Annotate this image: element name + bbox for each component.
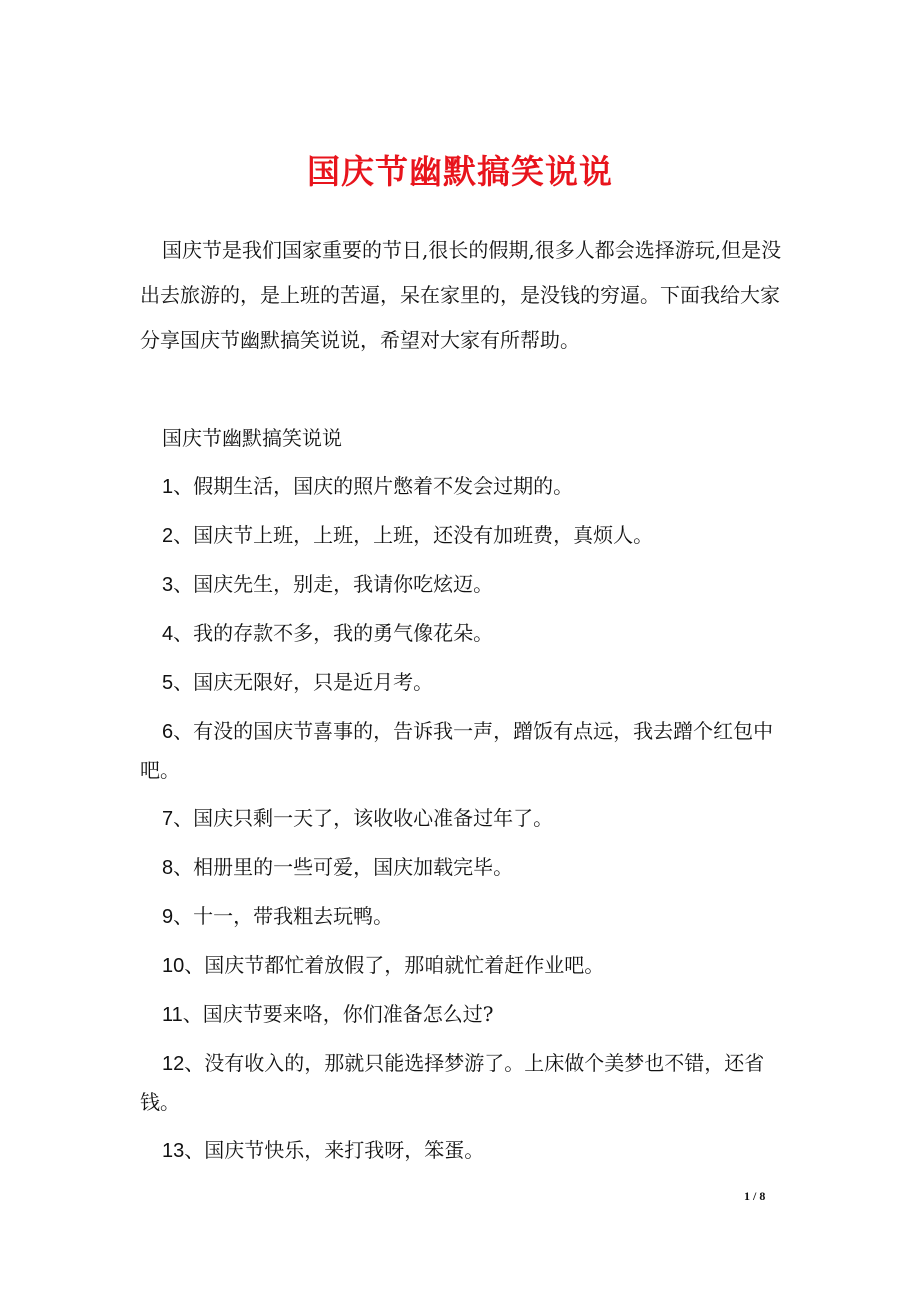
item-text: 、国庆无限好，只是近月考。	[173, 670, 434, 694]
item-number: 2	[162, 525, 174, 547]
list-item	[140, 946, 785, 985]
list-item	[140, 565, 785, 604]
list-item	[140, 848, 785, 887]
page-title: 国庆节幽默搞笑说说	[307, 152, 613, 191]
item-text: 、相册里的一些可爱，国庆加载完毕。	[173, 855, 514, 879]
item-number: 11	[162, 1004, 183, 1026]
item-text: 、国庆先生，别走，我请你吃炫迈。	[173, 572, 494, 596]
item-number: 7	[162, 808, 174, 830]
item-text: 、十一，带我粗去玩鸭。	[173, 904, 394, 928]
item-number: 8	[162, 857, 174, 879]
item-text: 、国庆节快乐，来打我呀，笨蛋。	[184, 1138, 485, 1162]
list-item	[140, 712, 785, 789]
section-heading: 国庆节幽默搞笑说说	[162, 426, 342, 450]
page-number: 1 / 8	[744, 1189, 766, 1203]
joke-list	[140, 467, 785, 1180]
item-number: 1	[162, 476, 174, 498]
list-item	[140, 614, 785, 653]
item-number: 13	[162, 1140, 185, 1162]
item-number: 4	[162, 623, 174, 645]
list-item	[140, 467, 785, 506]
item-number: 3	[162, 574, 174, 596]
list-item	[140, 1044, 785, 1121]
item-text: 、没有收入的，那就只能选择梦游了。上床做个美梦也不错，还省钱。	[140, 1051, 765, 1114]
item-text: 、国庆节要来咯，你们准备怎么过?	[182, 1002, 494, 1026]
item-number: 5	[162, 672, 174, 694]
item-text: 、假期生活，国庆的照片憋着不发会过期的。	[173, 474, 574, 498]
item-number: 12	[162, 1053, 185, 1075]
item-text: 、我的存款不多，我的勇气像花朵。	[173, 621, 494, 645]
item-text: 、国庆节上班，上班，上班，还没有加班费，真烦人。	[173, 523, 654, 547]
intro-paragraph: 国庆节是我们国家重要的节日,很长的假期,很多人都会选择游玩,但是没出去旅游的，是上班的苦逼，呆在家里的，是没钱的穷逼。下面我给大家分享国庆节幽默搞笑说说，希望对大家有所帮助。	[140, 238, 782, 352]
item-text: 、国庆只剩一天了，该收收心准备过年了。	[173, 806, 554, 830]
item-number: 9	[162, 906, 174, 928]
list-item	[140, 1131, 785, 1170]
item-number: 6	[162, 721, 174, 743]
item-text: 、有没的国庆节喜事的，告诉我一声，蹭饭有点远，我去蹭个红包中吧。	[140, 719, 774, 782]
list-item	[140, 799, 785, 838]
list-item	[140, 663, 785, 702]
list-item	[140, 897, 785, 936]
list-item	[140, 516, 785, 555]
item-number: 10	[162, 955, 185, 977]
item-text: 、国庆节都忙着放假了，那咱就忙着赶作业吧。	[184, 953, 605, 977]
list-item	[140, 995, 785, 1034]
